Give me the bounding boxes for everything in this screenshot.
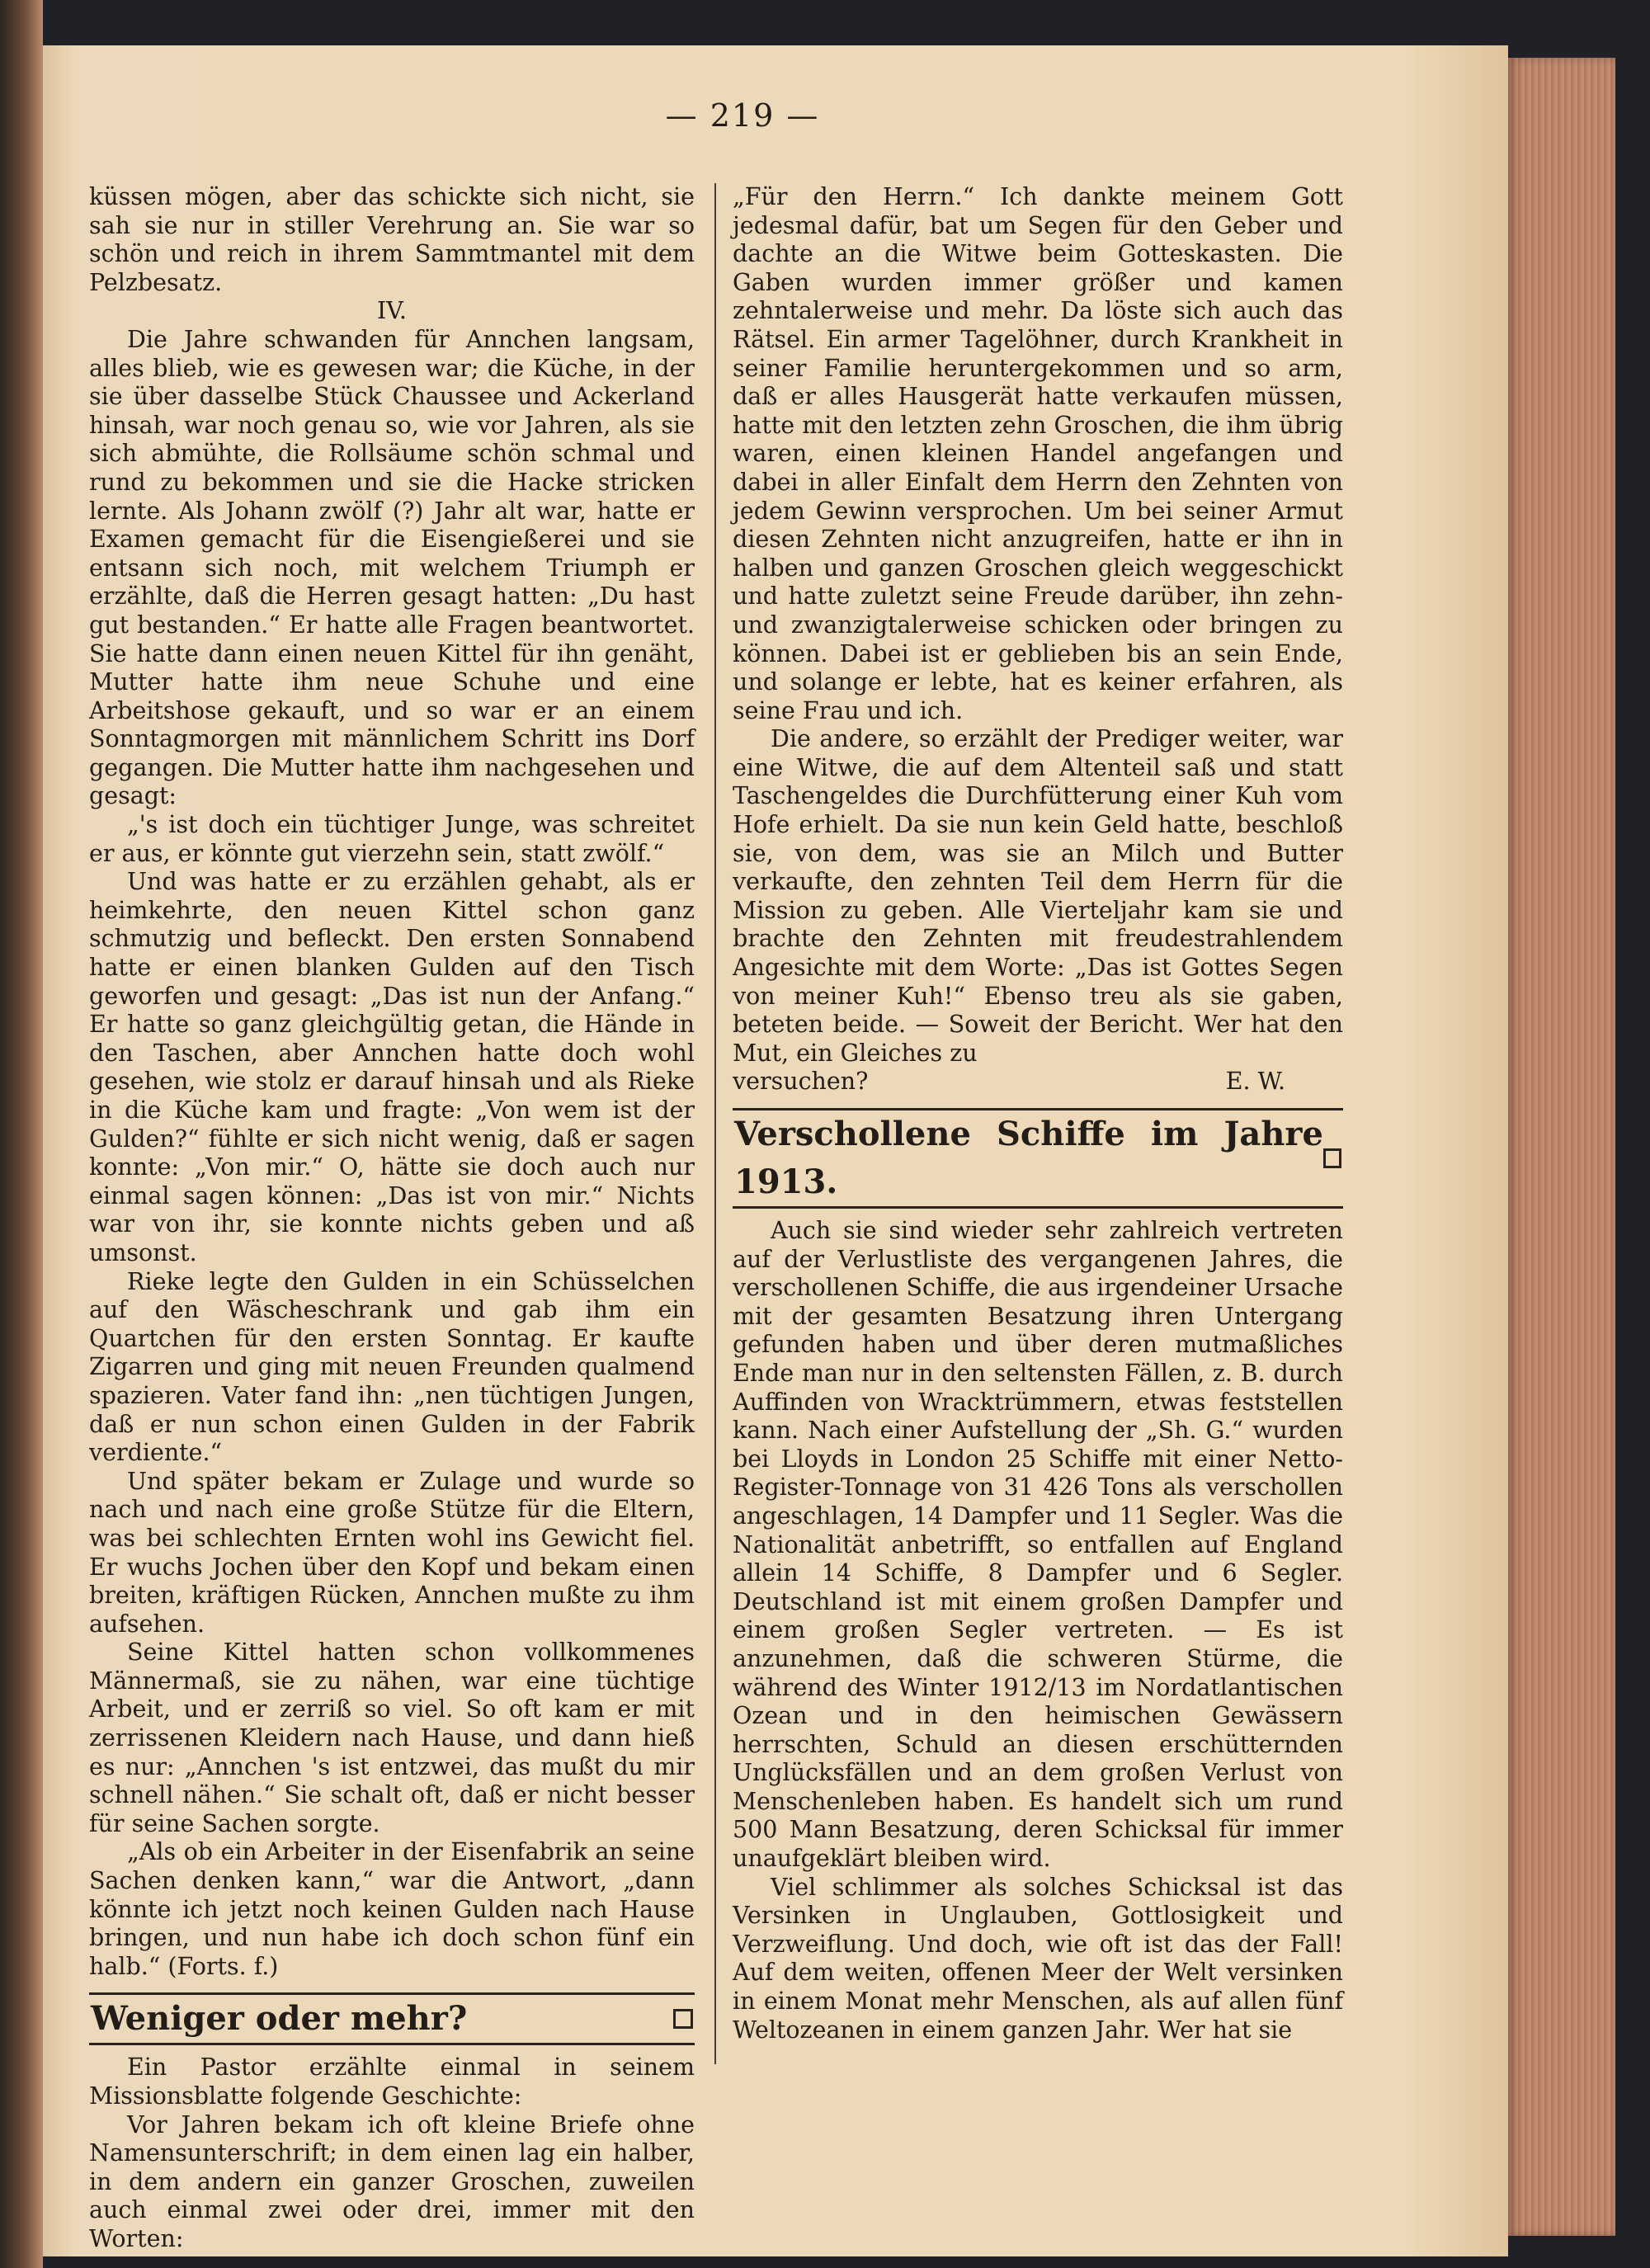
book-page-edges — [1508, 58, 1615, 2236]
paragraph: Seine Kittel hatten schon vollkommenes Männermaß, sie zu nähen, war eine tüchtige Arbeit, und er zerriß so viel. So oft kam er mit zerrissenen Kleidern nach Hause, und dann hieß es nur: „Annchen 's ist entzwei, das mußt du mir schnell nähen.“ Sie schalt oft, daß er nicht besser für seine Sachen sorgte. — [89, 1639, 695, 1837]
article-heading — [89, 1992, 695, 2045]
paragraph: Die Jahre schwanden für Annchen langsam, alles blieb, wie es gewesen war; die Küche, in der sie über dasselbe Stück Chaussee und Ackerland hinsah, war noch genau so, wie vor Jahren, als sie sich abmühte, die Rollsäume schön schmal und rund zu bekommen und sie die Hacke stricken lernte. Als Johann zwölf (?) Jahr alt war, hatte er Examen gemacht für die Eisengießerei und sie entsann sich noch, mit welchem Triumph er erzählte, daß die Herren gesagt hatten: „Du hast gut bestanden.“ Er hatte alle Fragen beantwortet. Sie hatte dann einen neuen Kittel für ihn genäht, Mutter hatte ihm neue Schuhe und eine Arbeitshose gekauft, und so war er an einem Sonntagmorgen mit männlichem Schritt ins Dorf gegangen. Die Mutter hatte ihm nachgesehen und gesagt: — [89, 325, 695, 810]
paragraph: Die andere, so erzählt der Prediger weiter, war eine Witwe, die auf dem Altenteil saß und statt Taschengeldes die Durchfütterung einer Kuh vom Hofe erhielt. Da sie nun kein Geld hatte, beschloß sie, von dem, was sie an Milch und Butter verkaufte, den zehnten Teil dem Herrn für die Mission zu geben. Alle Vierteljahr kam sie und brachte den Zehnten mit freudestrahlendem Angesichte mit dem Worte: „Das ist Gottes Segen von meiner Kuh!“ Ebenso treu als sie gaben, beteten beide. — Soweit der Bericht. Wer hat den Mut, ein Gleiches zu — [733, 725, 1343, 1067]
paragraph-end: versuchen? — [733, 1068, 869, 1096]
left-page-edge — [0, 0, 43, 2268]
paragraph: Und was hatte er zu erzählen gehabt, als er heimkehrte, den neuen Kittel schon ganz schmutzig und befleckt. Den ersten Sonnabend hatte er einen blanken Gulden auf den Tisch geworfen und gesagt: „Das ist nun der Anfang.“ Er hatte so ganz gleichgültig getan, die Hände in den Taschen, aber Annchen hatte doch wohl gesehen, wie stolz er darauf hinsah und als Rieke in die Küche kam und fragte: „Von wem ist der Gulden?“ fühlte er sich nicht wenig, daß er sagen konnte: „Von mir.“ O, hätte sie doch auch nur einmal sagen können: „Das ist von mir.“ Nichts war von ihr, sie konnte nichts geben und aß umsonst. — [89, 868, 695, 1266]
square-ornament-icon — [1323, 1148, 1341, 1168]
page-number: — 219 — — [665, 97, 820, 134]
paragraph: Rieke legte den Gulden in ein Schüsselchen auf den Wäscheschrank und gab ihm ein Quartchen für den ersten Sonntag. Er kaufte Zigarren und ging mit neuen Freunden qualmend spazieren. Vater fand ihn: „nen tüchtigen Jungen, daß er nun schon einen Gulden in der Fabrik verdiente.“ — [89, 1267, 695, 1467]
paragraph: „Als ob ein Arbeiter in der Eisenfabrik an seine Sachen denken kann,“ war die Antwort, „dann könnte ich jetzt noch keinen Gulden nach Hause bringen, und nun habe ich doch schon fünf ein halb.“ (Forts. f.) — [89, 1838, 695, 1980]
left-column — [89, 183, 695, 2254]
article-title: Weniger oder mehr? — [91, 1999, 468, 2039]
paragraph: „Für den Herrn.“ Ich dankte meinem Gott jedesmal dafür, bat um Segen für den Geber und dachte an die Witwe beim Gotteskasten. Die Gaben wurden immer größer und kamen zehntalerweise und mehr. Da löste sich auch das Rätsel. Ein armer Tagelöhner, durch Krankheit in seiner Familie heruntergekommen und so arm, daß er alles Hausgerät hatte verkaufen müssen, hatte mit den letzten zehn Groschen, die ihm übrig waren, einen kleinen Handel angefangen und dabei in aller Einfalt dem Herrn den Zehnten von jedem Gewinn versprochen. Um bei seiner Armut diesen Zehnten nicht anzugreifen, hatte er ihn in halben und ganzen Groschen gleich weggeschickt und hatte zuletzt seine Freude darüber, ihn zehn- und zwanzigtalerweise schicken oder bringen zu können. Dabei ist er geblieben bis an sein Ende, und solange er lebte, hat es keiner erfahren, als seine Frau und ich. — [733, 183, 1343, 724]
column-divider — [714, 183, 716, 2064]
signature-line — [733, 1068, 1343, 1096]
paragraph: Und später bekam er Zulage und wurde so nach und nach eine große Stütze für die Eltern, was bei schlechten Ernten wohl ins Gewicht fiel. Er wuchs Jochen über den Kopf und bekam einen breiten, kräftigen Rücken, Annchen mußte zu ihm aufsehen. — [89, 1467, 695, 1638]
section-number: IV. — [377, 297, 407, 325]
paragraph: Ein Pastor erzählte einmal in seinem Missionsblatte folgende Geschichte: — [89, 2053, 695, 2110]
paragraph: küssen mögen, aber das schickte sich nicht, sie sah sie nur in stiller Verehrung an. Sie war so schön und reich in ihrem Sammtmantel mit dem Pelzbesatz. — [89, 183, 695, 296]
paragraph: Vor Jahren bekam ich oft kleine Briefe ohne Namensunterschrift; in dem einen lag ein halber, in dem andern ein ganzer Groschen, zuweilen auch einmal zwei oder drei, immer mit den Worten: — [89, 2110, 695, 2252]
paragraph: Viel schlimmer als solches Schicksal ist das Versinken in Unglauben, Gottlosigkeit und Verzweiflung. Und doch, wie oft ist das der Fall! Auf dem weiten, offenen Meer der Welt versinken in einem Monat mehr Menschen, als auf allen fünf Weltozeanen in einem ganzen Jahr. Wer hat sie — [733, 1873, 1343, 2044]
right-column — [733, 183, 1343, 2044]
paragraph: Auch sie sind wieder sehr zahlreich vertreten auf der Verlustliste des vergangenen Jahres, die verschollenen Schiffe, die aus irgendeiner Ursache mit der gesamten Besatzung ihren Untergang gefunden haben und über deren mutmaßliches Ende man nur in den seltensten Fällen, z. B. durch Auffinden von Wracktrümmern, etwas feststellen kann. Nach einer Aufstellung der „Sh. G.“ wurden bei Lloyds in London 25 Schiffe mit einer Netto-Register-Tonnage von 31 426 Tons als verschollen angeschlagen, 14 Dampfer und 11 Segler. Was die Nationalität anbetrifft, so entfallen auf England allein 14 Schiffe, 8 Dampfer und 6 Segler. Deutschland ist mit einem großen Dampfer und einem großen Segler vertreten. — Es ist anzunehmen, daß die schweren Stürme, die während des Winter 1912/13 im Nordatlantischen Ozean und in den heimischen Gewässern herrschten, Schuld an diesen erschütternden Unglücksfällen und an dem großen Verlust von Menschenleben haben. Es handelt sich um rund 500 Mann Besatzung, deren Schicksal für immer unaufgeklärt bleiben wird. — [733, 1217, 1343, 1873]
article-heading — [733, 1108, 1343, 1209]
paragraph: „'s ist doch ein tüchtiger Junge, was schreitet er aus, er könnte gut vierzehn sein, statt zwölf.“ — [89, 811, 695, 867]
article-title: Verschollene Schiffe im Jahre 1913. — [734, 1115, 1323, 1201]
square-ornament-icon — [673, 2009, 693, 2029]
author-signature: E. W. — [1225, 1068, 1285, 1096]
